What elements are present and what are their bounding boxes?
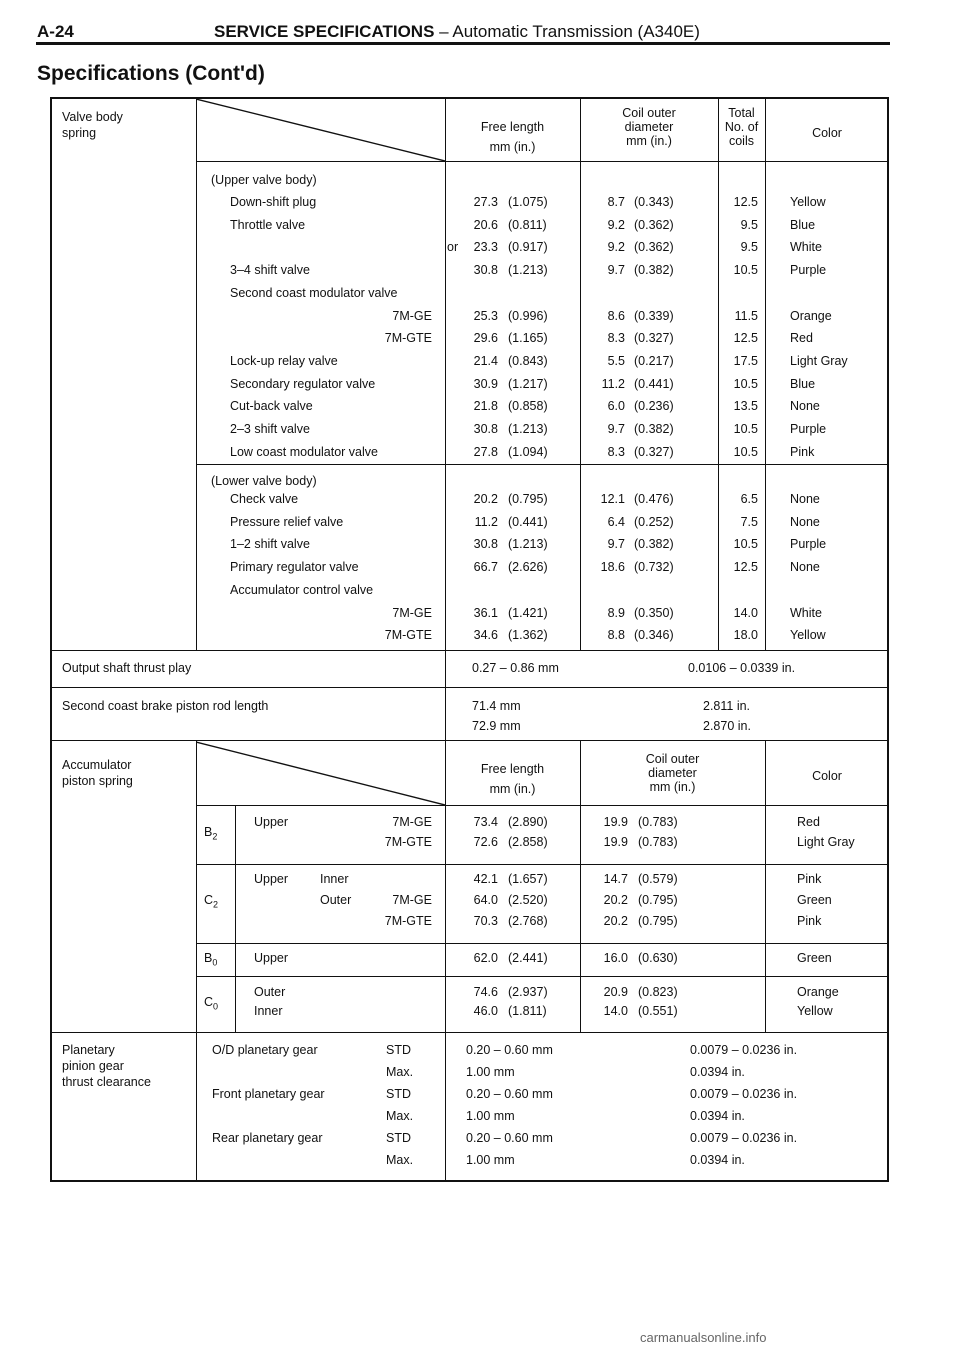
accum-group-code-sub: 0 [213, 1001, 219, 1011]
valve-row-name: 7M-GE [392, 308, 432, 323]
valve-upper-lower-divider [196, 464, 889, 465]
mid-col-divider [445, 650, 446, 740]
accum-line-color: Green [797, 951, 832, 965]
accum-group-code: $C_0$ [204, 994, 219, 1011]
valve-row-coils: 10.5 [733, 537, 758, 552]
accum-line-coil-mm: 19.9 [603, 835, 628, 849]
planetary-row-in: 0.0394 in. [690, 1065, 745, 1079]
valve-row-color: Yellow [790, 195, 826, 209]
valve-row-free-mm: 30.8 [473, 422, 498, 436]
header-title-bold: SERVICE SPECIFICATIONS [214, 22, 435, 41]
accum-group-code: $C_2$ [204, 893, 219, 910]
valve-row-coil-in: (0.362) [634, 217, 674, 232]
valve-row-coils: 9.5 [740, 217, 758, 232]
valve-row-free-mm: 20.6 [473, 217, 498, 232]
accum-line-coil-mm: 19.9 [603, 815, 628, 829]
valve-row-coil-in: (0.350) [634, 605, 674, 620]
accum-group-code: $B_0$ [204, 951, 218, 968]
valve-row-name: 7M-GE [392, 605, 432, 620]
accum-line-coil-in: (0.795) [638, 893, 678, 907]
valve-row-free-in: (0.811) [508, 217, 547, 232]
valve-body-label-1: Valve body [62, 110, 123, 124]
valve-row-coil-mm: 8.3 [607, 331, 625, 346]
accum-line-color: Pink [797, 914, 822, 928]
planetary-row-name: Front planetary gear [212, 1087, 325, 1101]
planetary-row-kind: STD [386, 1131, 411, 1145]
valve-row-free-mm: 25.3 [473, 308, 498, 323]
planetary-row-mm: 0.20 – 0.60 mm [466, 1131, 553, 1145]
valve-row-coils: 10.5 [733, 422, 758, 436]
valve-row-coil-in: (0.476) [634, 492, 674, 506]
valve-col-color [765, 97, 766, 650]
head-coil-2: diameter [624, 120, 674, 134]
valve-row-name: Low coast modulator valve [230, 444, 378, 459]
accum-head-coil-3: mm (in.) [649, 780, 696, 794]
accum-line-free-in: (1.657) [508, 872, 548, 886]
valve-row-color: None [790, 514, 820, 529]
valve-row-free-in: (1.213) [508, 537, 548, 552]
planetary-col-values [445, 1032, 446, 1182]
valve-row-name: Lock-up relay valve [230, 353, 338, 368]
valve-row-name: Pressure relief valve [230, 514, 344, 529]
accum-line-free-in: (2.768) [508, 914, 548, 928]
valve-row-coil-in: (0.382) [634, 263, 674, 278]
valve-head-bottom [196, 161, 889, 162]
accum-line-a: Upper [254, 815, 289, 829]
valve-row-coils: 14.0 [733, 605, 758, 620]
valve-row-name: 3–4 shift valve [230, 263, 310, 278]
valve-row-free-mm: 27.8 [473, 444, 498, 459]
accum-head-free: Free length [480, 762, 545, 776]
valve-row-coil-in: (0.732) [634, 560, 674, 575]
accum-line-c: 7M-GTE [384, 835, 432, 849]
planetary-row-name: O/D planetary gear [212, 1043, 318, 1057]
accum-line-free-mm: 42.1 [473, 872, 498, 886]
valve-row-name: Primary regulator valve [230, 560, 359, 575]
valve-row-free-mm: 21.8 [473, 399, 498, 414]
planetary-row-kind: STD [386, 1087, 411, 1101]
accum-line-free-mm: 72.6 [473, 835, 498, 849]
accum-col-code [235, 805, 236, 1032]
accum-line-a: Upper [254, 951, 289, 965]
valve-row-coil-in: (0.441) [634, 376, 674, 391]
accum-line-c: 7M-GTE [384, 914, 432, 928]
valve-row-free-mm: 23.3 [473, 240, 498, 255]
valve-row-coil-in: (0.343) [634, 195, 674, 209]
valve-row-color: Purple [790, 537, 827, 552]
valve-row-color: None [790, 399, 820, 414]
valve-row-color: White [790, 240, 822, 255]
valve-row-coils: 12.5 [733, 560, 758, 575]
head-total-3: coils [728, 134, 754, 148]
valve-row-coils: 7.5 [740, 514, 758, 529]
valve-row-free-in: (1.213) [508, 263, 548, 278]
valve-row-color: Purple [790, 263, 827, 278]
valve-row-free-mm: 20.2 [473, 492, 498, 506]
valve-row-free-in: (0.441) [508, 514, 548, 529]
valve-row-coil-mm: 9.7 [607, 422, 625, 436]
accum-line-a: Upper [254, 872, 289, 886]
watermark: carmanualsonline.info [640, 1330, 767, 1345]
divider-second-coast [50, 687, 889, 688]
planetary-row-kind: Max. [386, 1109, 414, 1123]
valve-row-free-in: (1.075) [508, 195, 548, 209]
valve-row-color: Blue [790, 376, 816, 391]
valve-row-prefix: or [447, 240, 459, 255]
accum-line-color: Pink [797, 872, 822, 886]
valve-row-free-mm: 66.7 [473, 560, 498, 575]
head-free-length: Free length [480, 120, 545, 134]
output-shaft-label: Output shaft thrust play [62, 661, 192, 675]
accum-b0-bottom [196, 976, 889, 977]
head-total-1: Total [728, 106, 755, 120]
valve-row-name: 1–2 shift valve [230, 537, 310, 552]
valve-row-color: Blue [790, 217, 816, 232]
valve-row-name: 2–3 shift valve [230, 422, 310, 436]
page-number: A-24 [37, 22, 74, 41]
valve-row-free-mm: 30.9 [473, 376, 498, 391]
valve-row-color: White [790, 605, 822, 620]
valve-row-coil-mm: 9.7 [607, 537, 625, 552]
accum-line-free-mm: 73.4 [473, 815, 498, 829]
valve-row-name: Check valve [230, 492, 299, 506]
valve-row-free-in: (1.421) [508, 605, 548, 620]
valve-row-coil-in: (0.382) [634, 537, 674, 552]
valve-row-free-in: (1.165) [508, 331, 548, 346]
valve-row-coil-in: (0.252) [634, 514, 674, 529]
accum-head-bottom [196, 805, 889, 806]
output-shaft-mm: 0.27 – 0.86 mm [472, 661, 559, 675]
second-coast-mm2: 72.9 mm [472, 719, 521, 733]
accum-line-free-in: (2.890) [508, 815, 548, 829]
valve-row-coil-mm: 8.8 [607, 628, 625, 643]
valve-row-coil-in: (0.346) [634, 628, 674, 643]
accum-head-coil-1: Coil outer [645, 752, 700, 766]
accum-line-color: Red [797, 815, 820, 829]
valve-row-coil-mm: 11.2 [601, 376, 625, 391]
accum-line-free-in: (2.520) [508, 893, 548, 907]
planetary-row-name: Rear planetary gear [212, 1131, 323, 1145]
valve-row-name: Cut-back valve [230, 399, 313, 414]
valve-row-free-in: (1.362) [508, 628, 548, 643]
accum-line-free-in: (2.937) [508, 985, 548, 999]
accum-line-b: Inner [320, 872, 349, 886]
accum-line-coil-in: (0.551) [638, 1004, 678, 1018]
accum-c2-bottom [196, 943, 889, 944]
accum-head-color: Color [812, 769, 842, 783]
valve-row-coil-mm: 6.0 [607, 399, 625, 414]
accum-line-c: 7M-GE [392, 815, 432, 829]
divider-planetary [50, 1032, 889, 1033]
head-free-length-unit: mm (in.) [489, 140, 536, 154]
valve-row-coil-mm: 8.7 [607, 195, 625, 209]
valve-row-color: None [790, 492, 820, 506]
accum-line-coil-mm: 20.2 [603, 914, 628, 928]
valve-row-free-in: (0.795) [508, 492, 548, 506]
valve-row-free-mm: 11.2 [474, 514, 498, 529]
planetary-row-in: 0.0394 in. [690, 1109, 745, 1123]
header-rule [36, 42, 890, 45]
valve-row-coil-mm: 9.7 [607, 263, 625, 278]
valve-row-free-in: (2.626) [508, 560, 548, 575]
planetary-label-2: pinion gear [62, 1059, 124, 1073]
accum-line-coil-mm: 14.7 [603, 872, 628, 886]
valve-row-name: Throttle valve [230, 217, 306, 232]
divider-accumulator [50, 740, 889, 741]
accum-line-coil-in: (0.823) [638, 985, 678, 999]
accum-line-free-mm: 74.6 [473, 985, 498, 999]
valve-row-free-mm: 34.6 [473, 628, 498, 643]
accum-line-b: Outer [320, 893, 352, 907]
divider-output-shaft [50, 650, 889, 651]
valve-row-coils: 10.5 [733, 444, 758, 459]
valve-row-coil-in: (0.339) [634, 308, 674, 323]
accum-line-free-in: (2.858) [508, 835, 548, 849]
valve-row-coil-mm: 6.4 [607, 514, 625, 529]
head-total-2: No. of [724, 120, 759, 134]
valve-row-coil-in: (0.217) [634, 353, 674, 368]
valve-col-coil [580, 97, 581, 650]
valve-row-coil-mm: 8.6 [607, 308, 625, 323]
second-coast-in1: 2.811 in. [703, 699, 751, 713]
valve-col-free [445, 97, 446, 650]
planetary-row-mm: 1.00 mm [466, 1153, 515, 1167]
valve-row-coil-mm: 5.5 [607, 353, 625, 368]
accum-line-coil-in: (0.630) [638, 951, 678, 965]
valve-row-coils: 6.5 [740, 492, 758, 506]
valve-row-color: Purple [790, 422, 827, 436]
planetary-row-in: 0.0079 – 0.0236 in. [690, 1043, 798, 1057]
section-title: Specifications (Cont'd) [37, 62, 265, 85]
accum-line-free-mm: 64.0 [473, 893, 498, 907]
valve-row-coil-mm: 9.2 [607, 240, 625, 255]
accum-line-a: Inner [254, 1004, 283, 1018]
valve-row-name: 7M-GTE [384, 628, 432, 643]
planetary-row-in: 0.0394 in. [690, 1153, 745, 1167]
planetary-row-mm: 1.00 mm [466, 1065, 515, 1079]
planetary-label-1: Planetary [62, 1043, 115, 1057]
valve-head-diagonal [196, 97, 445, 161]
valve-row-free-in: (1.213) [508, 422, 548, 436]
valve-row-name: Accumulator control valve [230, 582, 374, 597]
accum-line-coil-in: (0.783) [638, 835, 678, 849]
valve-row-color: Light Gray [790, 353, 848, 368]
valve-row-coils: 11.5 [734, 308, 758, 323]
planetary-row-kind: STD [386, 1043, 411, 1057]
planetary-row-in: 0.0079 – 0.0236 in. [690, 1131, 798, 1145]
valve-row-coil-mm: 18.6 [600, 560, 625, 575]
accum-line-free-mm: 70.3 [473, 914, 498, 928]
planetary-row-kind: Max. [386, 1153, 414, 1167]
valve-row-coil-in: (0.382) [634, 422, 674, 436]
accum-line-color: Green [797, 893, 832, 907]
planetary-row-kind: Max. [386, 1065, 414, 1079]
head-color: Color [812, 126, 842, 140]
valve-row-coils: 10.5 [733, 263, 758, 278]
accum-label-2: piston spring [62, 774, 133, 788]
valve-row-free-mm: 36.1 [473, 605, 498, 620]
valve-row-coil-in: (0.327) [634, 444, 674, 459]
valve-row-free-in: (1.217) [508, 376, 548, 391]
accum-line-coil-in: (0.795) [638, 914, 678, 928]
accum-head-diagonal [196, 740, 445, 805]
head-coil-3: mm (in.) [626, 134, 672, 148]
accum-line-coil-mm: 14.0 [603, 1004, 628, 1018]
valve-row-coils: 9.5 [740, 240, 758, 255]
planetary-row-mm: 0.20 – 0.60 mm [466, 1043, 553, 1057]
second-coast-in2: 2.870 in. [703, 719, 751, 733]
accum-line-color: Light Gray [797, 835, 855, 849]
second-coast-label: Second coast brake piston rod length [62, 699, 269, 713]
accum-group-code-sub: 0 [212, 957, 218, 968]
valve-row-color: None [790, 560, 820, 575]
valve-row-color: Red [790, 331, 813, 346]
accum-group-code-sub: 2 [213, 899, 219, 910]
valve-body-label-2: spring [62, 126, 97, 140]
valve-row-color: Pink [790, 444, 815, 459]
valve-row-coil-in: (0.236) [634, 399, 674, 414]
valve-col-label [196, 97, 197, 650]
planetary-row-mm: 1.00 mm [466, 1109, 515, 1123]
accum-line-free-mm: 46.0 [473, 1004, 498, 1018]
accum-group-code: $B_2$ [204, 825, 218, 842]
valve-row-coil-mm: 8.3 [607, 444, 625, 459]
accum-line-color: Orange [797, 985, 839, 999]
planetary-label-3: thrust clearance [62, 1075, 151, 1089]
valve-row-coil-in: (0.327) [634, 331, 674, 346]
valve-row-free-mm: 30.8 [473, 537, 498, 552]
output-shaft-in: 0.0106 – 0.0339 in. [688, 661, 796, 675]
valve-row-coils: 17.5 [733, 353, 758, 368]
valve-row-coil-in: (0.362) [634, 240, 674, 255]
valve-row-free-in: (0.917) [508, 240, 548, 255]
accum-line-free-in: (2.441) [508, 951, 548, 965]
upper-group-label: (Upper valve body) [211, 173, 317, 187]
valve-row-coil-mm: 8.9 [607, 605, 625, 620]
accum-col-color [765, 740, 766, 1032]
accum-group-code-sub: 2 [212, 831, 218, 842]
valve-row-free-in: (0.858) [508, 399, 548, 414]
valve-row-free-mm: 30.8 [473, 263, 498, 278]
valve-row-name: Secondary regulator valve [230, 376, 376, 391]
valve-row-color: Yellow [790, 628, 826, 643]
accum-line-coil-mm: 20.2 [603, 893, 628, 907]
planetary-col-label [196, 1032, 197, 1182]
valve-row-coils: 18.0 [733, 628, 758, 643]
accum-line-free-mm: 62.0 [473, 951, 498, 965]
accum-line-coil-mm: 20.9 [603, 985, 628, 999]
valve-row-free-in: (0.843) [508, 353, 548, 368]
valve-row-coils: 10.5 [733, 376, 758, 391]
accum-label-1: Accumulator [62, 758, 132, 772]
valve-row-free-in: (0.996) [508, 308, 548, 323]
planetary-row-in: 0.0079 – 0.0236 in. [690, 1087, 798, 1101]
accum-line-coil-mm: 16.0 [603, 951, 628, 965]
valve-row-color: Orange [790, 308, 832, 323]
header-title-rest: – Automatic Transmission (A340E) [434, 22, 700, 41]
accum-b2-bottom [196, 864, 889, 865]
valve-row-coils: 13.5 [733, 399, 758, 414]
accum-head-coil-2: diameter [648, 766, 697, 780]
valve-row-name: Down-shift plug [230, 195, 317, 209]
valve-row-coils: 12.5 [733, 195, 758, 209]
valve-row-coil-mm: 9.2 [607, 217, 625, 232]
accum-line-coil-in: (0.783) [638, 815, 678, 829]
accum-head-free-unit: mm (in.) [489, 782, 536, 796]
valve-row-name: 7M-GTE [384, 331, 432, 346]
valve-row-coil-mm: 12.1 [600, 492, 625, 506]
valve-row-coils: 12.5 [733, 331, 758, 346]
accum-line-color: Yellow [797, 1004, 833, 1018]
planetary-row-mm: 0.20 – 0.60 mm [466, 1087, 553, 1101]
lower-group-label: (Lower valve body) [211, 474, 317, 488]
valve-row-name: Second coast modulator valve [230, 285, 398, 300]
valve-row-free-mm: 27.3 [473, 195, 498, 209]
accum-line-coil-in: (0.579) [638, 872, 678, 886]
valve-row-free-in: (1.094) [508, 444, 548, 459]
valve-row-free-mm: 21.4 [473, 353, 498, 368]
accum-line-c: 7M-GE [392, 893, 432, 907]
accum-line-a: Outer [254, 985, 286, 999]
second-coast-mm1: 71.4 mm [472, 699, 521, 713]
page-header-title [214, 22, 700, 42]
valve-row-free-mm: 29.6 [473, 331, 498, 346]
accum-line-free-in: (1.811) [508, 1004, 547, 1018]
head-coil-1: Coil outer [622, 106, 676, 120]
